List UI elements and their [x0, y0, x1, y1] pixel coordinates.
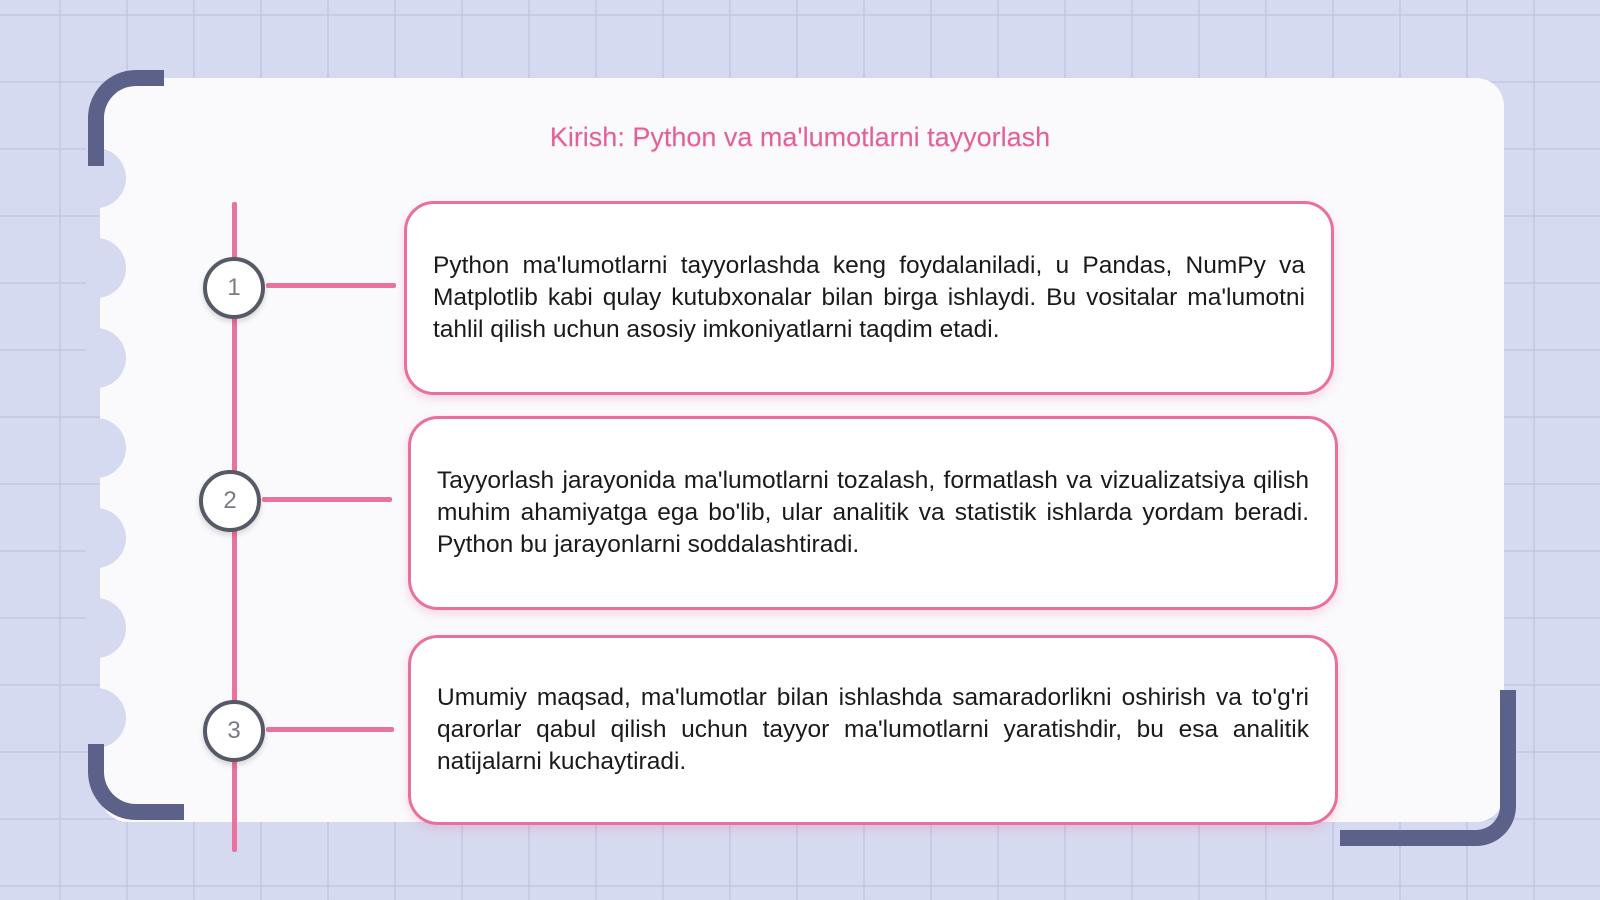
corner-bracket-bottom-right [1340, 690, 1516, 846]
step-number-3: 3 [203, 700, 265, 762]
corner-bracket-top-left [88, 70, 164, 166]
content-card-3 [408, 635, 1338, 825]
content-card-2 [408, 416, 1338, 610]
connector-line-2 [262, 497, 392, 502]
step-number-1: 1 [203, 257, 265, 319]
connector-line-1 [266, 283, 396, 288]
card-text-3: Umumiy maqsad, ma'lumotlar bilan ishlashda samaradorlikni oshirish va to'g'ri qarorlar qabul qilish uchun tayyor ma'lumotlarni yaratishdir, bu esa analitik natijalarni kuchaytiradi. [437, 684, 1309, 775]
slide-title: Kirish: Python va ma'lumotlarni tayyorlash [549, 122, 1051, 152]
step-number-2: 2 [199, 470, 261, 532]
content-card-1 [404, 201, 1334, 395]
connector-line-3 [266, 727, 394, 732]
card-text-2: Tayyorlash jarayonida ma'lumotlarni tozalash, formatlash va vizualizatsiya qilish muhim ahamiyatga ega bo'lib, ular analitik va statistik ishlarda yordam beradi. Python bu jarayonlarni soddalashtiradi. [437, 467, 1309, 558]
card-text-1: Python ma'lumotlarni tayyorlashda keng foydalaniladi, u Pandas, NumPy va Matplotlib kabi qulay kutubxonalar bilan birga ishlaydi. Bu vositalar ma'lumotni tahlil qilish uchun asosiy imkoniyatlarni taqdim etadi. [433, 252, 1305, 343]
corner-bracket-bottom-left [88, 744, 184, 820]
